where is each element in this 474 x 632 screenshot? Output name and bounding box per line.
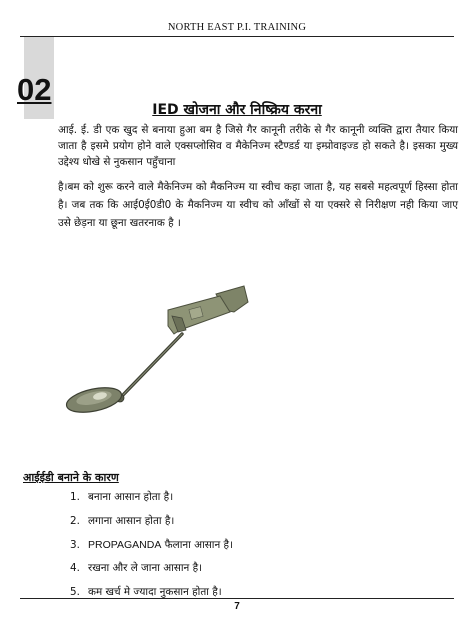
list-item <box>70 510 233 534</box>
chapter-number: 02 <box>17 72 52 107</box>
list-item-text: कम खर्च मे ज्यादा नुकसान होता है। <box>88 586 222 599</box>
paragraph-mechanism: है।बम को शुरू करने वाले मैकेनिज्म को मैकनिज्म या स्वीच कहा जाता है, यह सबसे महत्वपूर्ण हिस्सा होता है। जब तक कि आई0ई0डी0 के मैकनिज्म या स्वीच को आँखों से या एक्सरे से निरीक्षण नही किया जाए उसे छेड़ना या छूना खतरनाक है । <box>58 181 458 229</box>
list-item-text: लगाना आसान होता है। <box>88 514 175 527</box>
header-rule <box>20 36 454 37</box>
list-item-number: 3. <box>70 538 80 551</box>
list-item-number: 4. <box>70 562 80 575</box>
reasons-heading: आईईडी बनाने के कारण <box>23 471 119 484</box>
running-header: NORTH EAST P.I. TRAINING <box>167 22 307 33</box>
metal-detector-icon <box>64 272 254 422</box>
list-item-keyword: PROPAGANDA <box>88 538 162 551</box>
section-title: IED खोजना और निष्क्रिय करना <box>152 102 322 118</box>
paragraph-intro: आई. ई. डी एक खुद से बनाया हुआ बम है जिसे गैर कानूनी तरीके से गैर कानूनी व्यक्ति द्वारा तैयार किया जाता है इसमे प्रयोग होने वाले एक्सप्लोसिव व मैकेनिज्म स्टैण्डर्ड या इम्प्रोवाइज्ड हो सकते है। इसका मुख्य उद्देश्य धोखे से नुकसान पहुँचाना <box>58 124 458 169</box>
page-number: 7 <box>234 601 240 612</box>
list-item-number: 2. <box>70 514 80 527</box>
list-item-number: 5. <box>70 586 80 599</box>
footer-rule <box>20 598 454 599</box>
list-item <box>70 557 233 581</box>
list-item-text: बनाना आसान होता है। <box>88 491 174 503</box>
list-item <box>70 486 233 510</box>
list-item <box>70 534 233 558</box>
reasons-list <box>70 486 233 605</box>
list-item-text: फैलाना आसान है। <box>164 538 234 551</box>
list-item-number: 1. <box>70 491 80 503</box>
list-item-text: रखना और ले जाना आसान है। <box>88 562 203 575</box>
